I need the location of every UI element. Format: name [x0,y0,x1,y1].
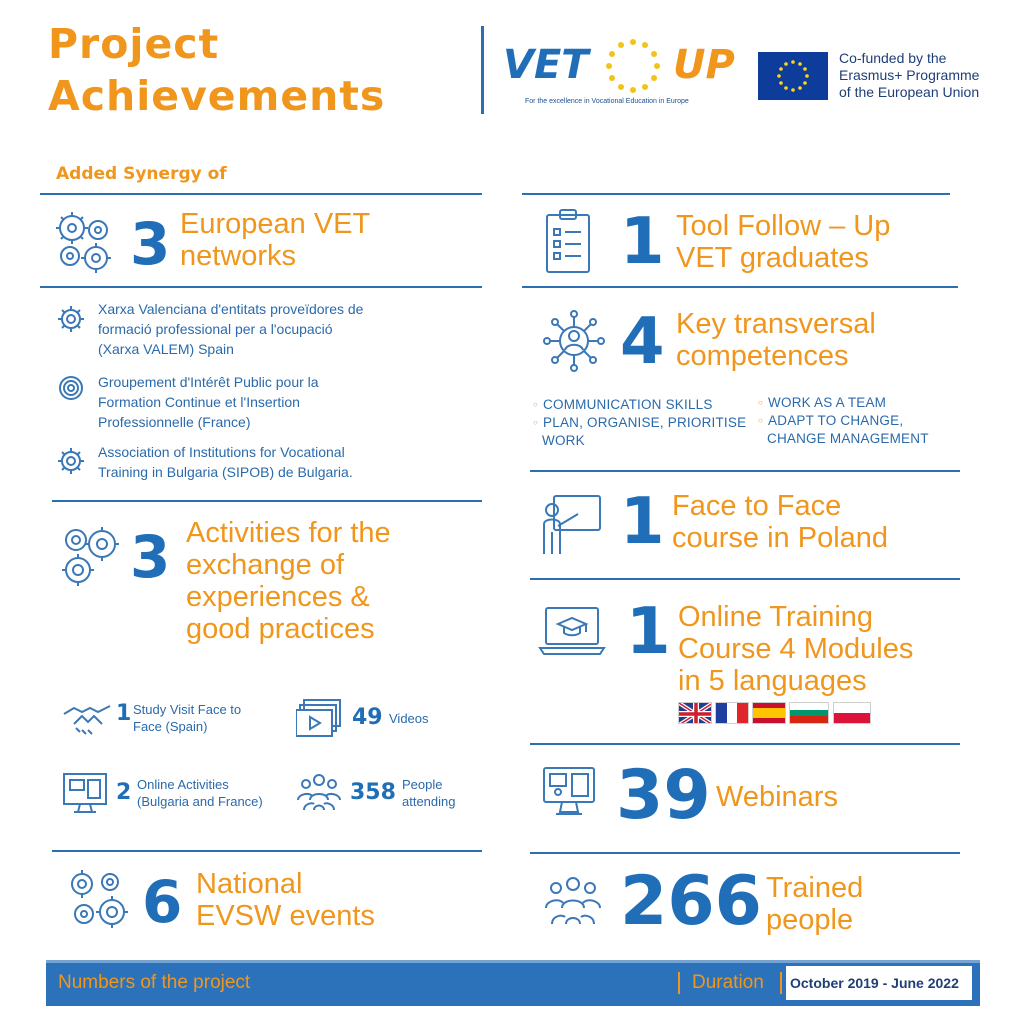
competence-item-cont: CHANGE MANAGEMENT [767,431,929,446]
eu-line1: Co-funded by the [839,50,947,66]
networks-heading [180,208,370,272]
online-activities-line2: (Bulgaria and France) [137,794,263,809]
network-item-line: Professionnelle (France) [98,414,251,430]
logo-star-ring-icon [603,38,663,94]
gears-icon [56,520,126,590]
footer-numbers-label: Numbers of the project [58,972,251,993]
competence-item: ○ WORK AS A TEAM [758,394,929,412]
study-visit-line2: Face (Spain) [133,719,208,734]
competence-item: ○ COMMUNICATION SKILLS [533,396,746,414]
face-heading [672,490,888,554]
videos-number: 49 [352,705,383,730]
trained-line1: Trained [766,872,864,904]
network-item [98,372,319,432]
poland-flag-icon [833,702,871,724]
network-item [98,299,363,359]
bulgaria-flag-icon [789,702,829,724]
divider [40,193,482,195]
study-visit-line1: Study Visit Face to [133,702,242,717]
online-activities-line1: Online Activities [137,777,229,792]
gears-icon [50,208,120,274]
network-item-line: Association of Institutions for Vocational [98,444,345,460]
network-item [98,442,353,482]
people-attending-line2: attending [402,794,456,809]
face-line1: Face to Face [672,490,842,522]
activities-line4: good practices [186,613,375,645]
divider [530,852,960,854]
page-title-line1: Project [48,20,220,68]
uk-flag-icon [678,702,712,724]
gear-icon [56,304,86,334]
vetup-logo [503,42,743,112]
online-heading [678,601,913,697]
activities-line2: exchange of [186,549,345,581]
footer-top-line [46,960,980,963]
person-network-icon [540,308,608,374]
competences-heading [676,308,876,372]
gear-icon [56,446,86,476]
activities-number: 3 [130,523,171,591]
logo-tagline: For the excellence in Vocational Education in Europe [525,98,689,105]
footer-duration-label: Duration [692,972,764,993]
competence-item: ○ PLAN, ORGANISE, PRIORITISE [533,414,746,432]
competence-item-cont: WORK [542,433,585,448]
national-heading [196,868,375,932]
france-flag-icon [715,702,749,724]
webinars-number: 39 [616,756,711,835]
eu-cofunded-text [839,50,979,101]
network-item-line: Groupement d'Intérêt Public pour la [98,374,319,390]
competences-number: 4 [620,305,665,379]
webinars-label: Webinars [716,781,838,813]
logo-up-text: UP [673,42,735,88]
footer-bar [46,960,980,1006]
synergy-label: Added Synergy of [56,164,227,184]
network-item-line: Training in Bulgaria (SIPOB) de Bulgaria. [98,464,353,480]
competence-list-left [533,396,746,450]
divider [40,286,482,288]
people-attending-number: 358 [350,780,396,805]
tool-heading [676,210,890,274]
online-number: 1 [626,595,671,669]
people-group-icon [294,772,344,812]
eu-line3: of the European Union [839,84,980,100]
footer-dates: October 2019 - June 2022 [790,975,959,991]
national-line1: National [196,868,303,900]
people-attending-label [402,776,456,810]
laptop-graduation-icon [538,604,606,656]
divider [530,743,960,745]
footer-separator [678,972,680,994]
trained-line2: people [766,904,854,936]
people-group-icon [540,874,606,926]
competences-line2: competences [676,340,849,372]
divider [52,850,482,852]
tool-number: 1 [620,205,665,279]
trained-number: 266 [620,862,762,941]
face-number: 1 [620,485,665,559]
divider [52,500,482,502]
divider [522,193,950,195]
network-item-line: (Xarxa VALEM) Spain [98,341,234,357]
network-item-line: formació professional per a l'ocupació [98,321,333,337]
footer-separator [780,972,782,994]
video-stack-icon [296,698,344,740]
eu-line2: Erasmus+ Programme [839,67,980,83]
national-number: 6 [142,868,183,936]
divider [522,286,958,288]
study-visit-number: 1 [116,701,132,726]
online-line2: Course 4 Modules [678,633,914,665]
page-title-line2: Achievements [48,72,386,120]
face-line2: course in Poland [672,522,889,554]
competence-list-right [758,394,929,448]
tool-line2: VET graduates [676,242,869,274]
gear-icon [56,373,86,403]
network-item-line: Xarxa Valenciana d'entitats proveïdores de [98,301,364,317]
competences-line1: Key transversal [676,308,876,340]
competence-item: ○ ADAPT TO CHANGE, [758,412,929,430]
networks-line1: European VET [180,208,371,240]
eu-flag-icon [758,52,828,100]
activities-heading [186,517,391,645]
trained-heading [766,872,863,936]
activities-line3: experiences & [186,581,370,613]
networks-line2: networks [180,240,297,272]
handshake-icon [62,700,112,740]
online-line1: Online Training [678,601,874,633]
header-divider [481,26,484,114]
online-line3: in 5 languages [678,665,867,697]
clipboard-checklist-icon [544,207,592,275]
online-screen-icon [62,772,108,816]
videos-label: Videos [389,711,429,726]
online-screen-icon [542,766,596,818]
logo-vet-text: VET [503,42,589,88]
study-visit-label [133,701,241,735]
network-item-line: Formation Continue et l'Insertion [98,394,300,410]
tool-line1: Tool Follow – Up [676,210,891,242]
online-activities-label [137,776,263,810]
activities-line1: Activities for the [186,517,391,549]
teacher-board-icon [538,492,604,558]
divider [530,578,960,580]
online-activities-number: 2 [116,780,132,805]
gears-icon [62,866,134,936]
national-line2: EVSW events [196,900,375,932]
networks-number: 3 [130,210,171,278]
people-attending-line1: People [402,777,443,792]
divider [530,470,960,472]
footer-dates-box [786,966,972,1000]
spain-flag-icon [752,702,786,724]
